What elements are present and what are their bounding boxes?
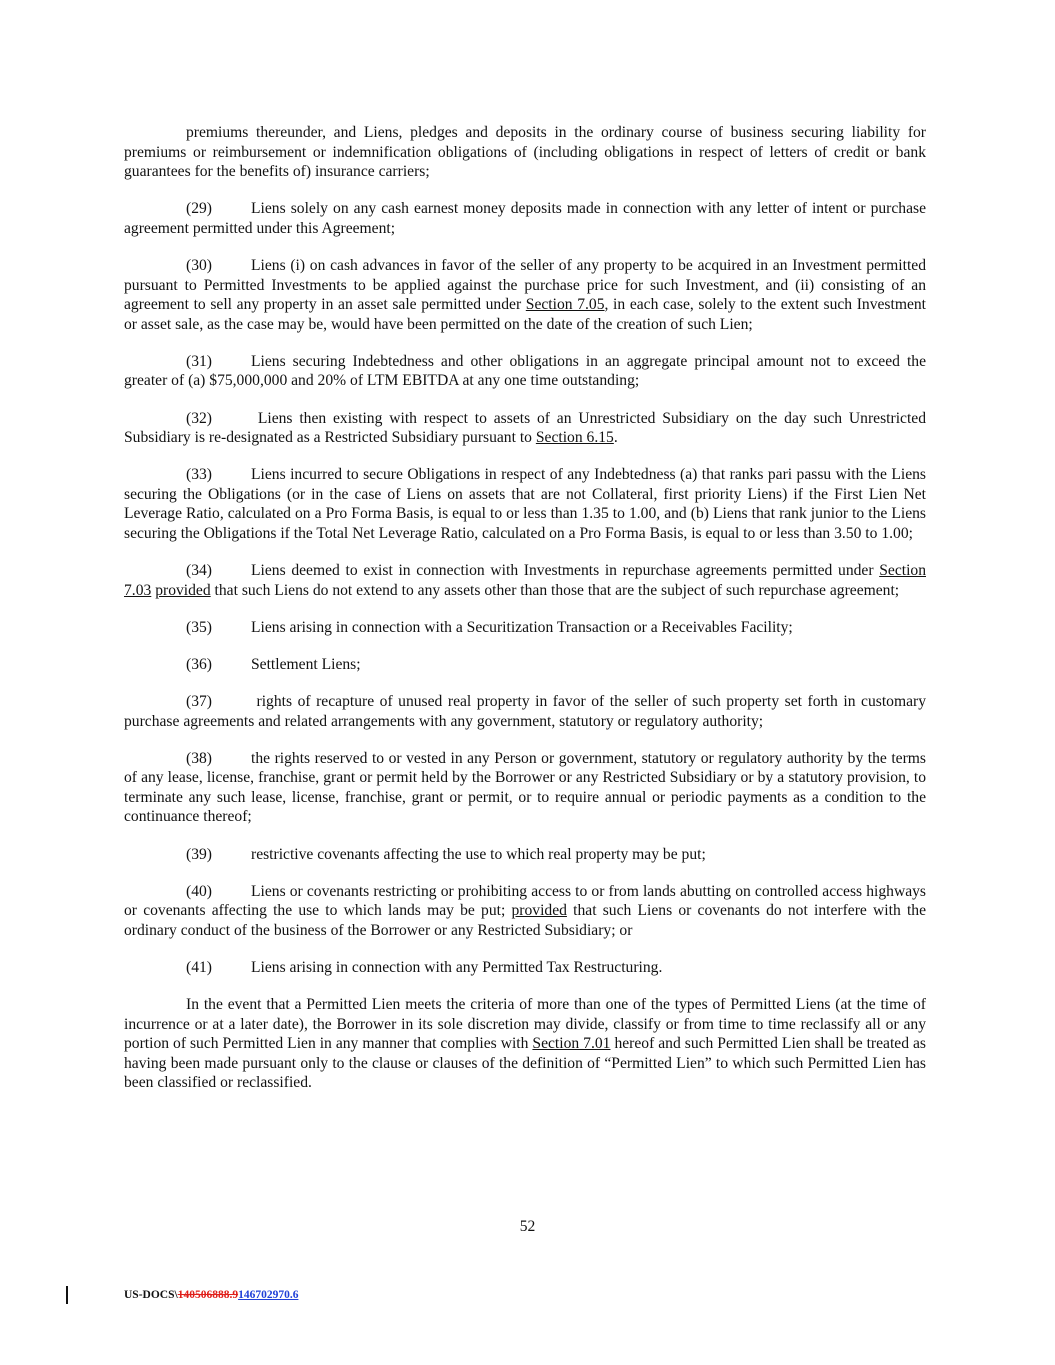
clause-36: (36) Settlement Liens; bbox=[186, 655, 361, 673]
clause-38: (38) the rights reserved to or vested in any Person or government, statutory or regulatory authority by the terms of any lease, license, franchise, grant or permit held by the Borrower or any Restricted Subsidiary or by a statutory provision, to terminate any such lease, license, franchise, grant or permit, or to require annual or periodic payments as a condition to the continuance thereof; bbox=[124, 749, 926, 826]
section-reference: Section 7.01 bbox=[532, 1035, 611, 1053]
clause-33: (33) Liens incurred to secure Obligations in respect of any Indebtedness (a) that ranks pari passu with the Liens securing the Obligations (or in the case of Liens on assets that are not Collateral, first priority Liens) if the First Lien Net Leverage Ratio, calculated on a Pro Forma Basis, is equal to or less than 1.35 to 1.00, and (b) Liens that rank junior to the Liens securing the Obligations if the Total Net Leverage Ratio, calculated on a Pro Forma Basis, is equal to or less than 3.50 to 1.00; bbox=[124, 466, 926, 542]
section-reference: Section 6.15 bbox=[535, 429, 614, 447]
inserted-doc-number: 146702970.6 bbox=[238, 1289, 299, 1301]
provided-term: provided bbox=[511, 902, 567, 920]
page-number: 52 bbox=[519, 1218, 536, 1235]
clause-number: (39) bbox=[186, 845, 212, 863]
clause-39: (39) restrictive covenants affecting the use to which real property may be put; bbox=[186, 845, 706, 863]
footer-doc-id: US-DOCS\140506888.9146702970.6 bbox=[124, 1289, 299, 1301]
clause-number: (40) bbox=[186, 882, 212, 900]
clause-number: (32) bbox=[186, 409, 212, 427]
clause-number: (41) bbox=[186, 958, 212, 976]
deleted-doc-number: 140506888.9 bbox=[177, 1289, 239, 1301]
clause-30: (30) Liens (i) on cash advances in favor of the seller of any property to be acquired in an Investment permitted pursuant to Permitted Investments to be applied against the purchase price for such Investment, and (ii) consisting of an agreement to sell any property in an asset sale permitted under Section 7.05, in each case, solely to the extent such Investment or asset sale, as the case may be, would have been permitted on the date of the creation of such Lien; bbox=[124, 256, 927, 333]
document-body bbox=[124, 123, 926, 1110]
clause-number: (29) bbox=[186, 200, 212, 218]
clause-37: (37) rights of recapture of unused real property in favor of the seller of such property set forth in customary purchase agreements and related arrangements with any government, statutory or regulatory authority; bbox=[124, 692, 926, 730]
paragraph-intro: premiums thereunder, and Liens, pledges and deposits in the ordinary course of business securing liability for premiums or reimbursement or indemnification obligations of (including obligations in respect of letters of credit or bank guarantees for the benefits of) insurance carriers; bbox=[124, 124, 926, 181]
clause-31: (31) Liens securing Indebtedness and other obligations in an aggregate principal amount not to exceed the greater of (a) $75,000,000 and 20% of LTM EBITDA at any one time outstanding; bbox=[124, 352, 926, 390]
clause-number: (30) bbox=[186, 256, 212, 274]
section-reference: Section 7.03 bbox=[124, 562, 926, 599]
clause-number: (35) bbox=[186, 618, 212, 636]
paragraph-closing: In the event that a Permitted Lien meets the criteria of more than one of the types of Permitted Liens (at the time of incurrence or at a later date), the Borrower in its sole discretion may divide, classify or from time to time reclassify all or any portion of such Permitted Lien in any manner that complies with Section 7.01 hereof and such Permitted Lien shall be treated as having been made pursuant only to the clause or clauses of the definition of “Permitted Lien” to which such Permitted Lien has been classified or reclassified. bbox=[124, 996, 926, 1092]
clause-number: (34) bbox=[186, 562, 212, 580]
clause-number: (37) bbox=[186, 692, 212, 710]
clause-number: (31) bbox=[186, 352, 212, 370]
clause-32: (32) Liens then existing with respect to assets of an Unrestricted Subsidiary on the day such Unrestricted Subsidiary is re-designated as a Restricted Subsidiary pursuant to Section 6.15. bbox=[124, 409, 926, 447]
clause-number: (36) bbox=[186, 655, 212, 673]
clause-29: (29) Liens solely on any cash earnest money deposits made in connection with any letter of intent or purchase agreement permitted under this Agreement; bbox=[124, 200, 926, 237]
clause-number: (38) bbox=[186, 749, 212, 767]
clause-41: (41) Liens arising in connection with any Permitted Tax Restructuring. bbox=[186, 958, 663, 976]
clause-number: (33) bbox=[186, 466, 212, 484]
provided-term: provided bbox=[155, 581, 211, 599]
change-bar bbox=[66, 1286, 68, 1304]
clause-34: (34) Liens deemed to exist in connection with Investments in repurchase agreements permitted under Section 7.03 provided that such Liens do not extend to any assets other than those that are the subject of such repurchase agreement; bbox=[124, 562, 926, 599]
section-reference: Section 7.05 bbox=[525, 296, 605, 314]
clause-35: (35) Liens arising in connection with a Securitization Transaction or a Receivables Facility; bbox=[186, 618, 793, 636]
clause-40: (40) Liens or covenants restricting or prohibiting access to or from lands abutting on controlled access highways or covenants affecting the use to which lands may be put; provided that such Liens or covenants do not interfere with the ordinary conduct of the business of the Borrower or any Restricted Subsidiary; or bbox=[124, 882, 926, 939]
